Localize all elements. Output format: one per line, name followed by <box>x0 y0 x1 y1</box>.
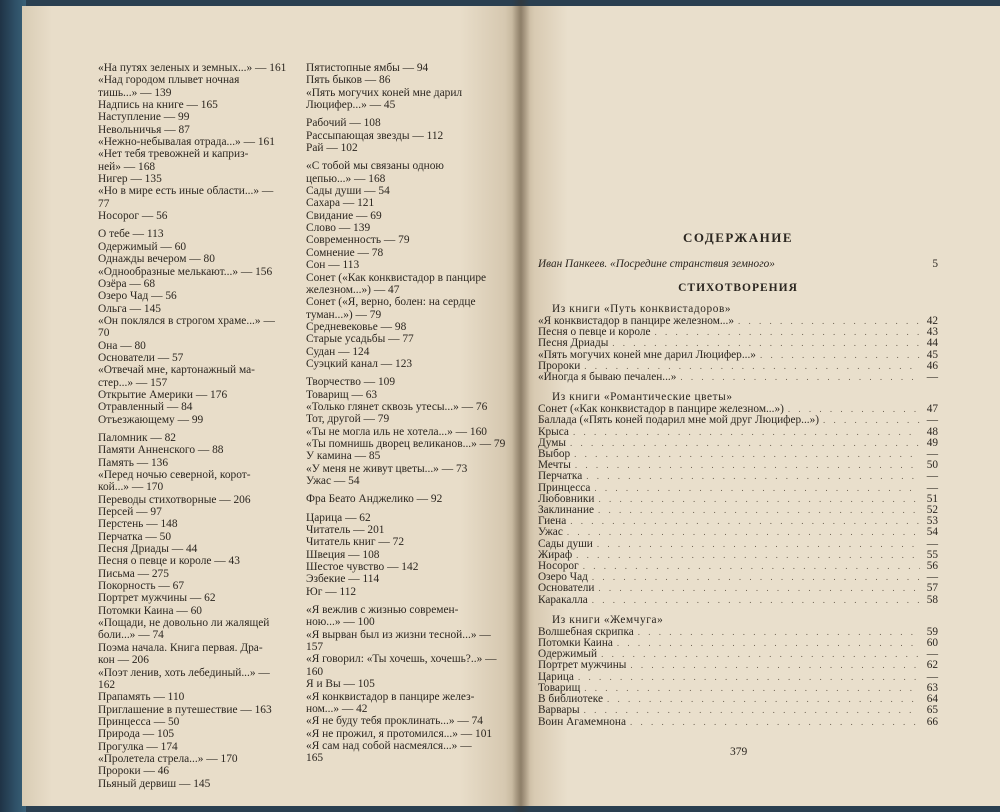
index-entry: Отравленный — 84 <box>98 401 193 414</box>
index-entry: Ужас — 54 <box>306 475 360 487</box>
index-entry: Рабочий — 108 <box>306 117 381 130</box>
index-entry: Основатели — 57 <box>98 351 184 364</box>
toc-entry-title: Озеро Чад <box>538 571 588 584</box>
index-entry: стер...» — 157 <box>98 376 168 389</box>
index-entry: Поэма начала. Книга первая. Дра- <box>98 641 263 654</box>
toc-entry-title: Песня о певце и короле <box>538 326 651 339</box>
toc-entry <box>538 338 938 349</box>
toc-entry-page: 49 <box>926 436 938 449</box>
toc-entry <box>538 660 938 671</box>
index-entry: 162 <box>98 678 116 691</box>
toc-entry-title: Ужас <box>538 526 563 539</box>
toc-entry <box>538 705 938 716</box>
index-entry: 160 <box>306 665 324 678</box>
toc-entry-title: В библиотеке <box>538 693 603 706</box>
toc-entry-title: «Иногда я бываю печален...» <box>538 371 677 384</box>
toc-entry-page: — <box>926 371 938 384</box>
toc-entry <box>538 415 938 426</box>
toc-leader-dots <box>575 460 920 471</box>
toc-leader-dots <box>638 627 920 638</box>
toc-entry <box>538 494 938 505</box>
toc-entry-page: — <box>926 481 938 494</box>
index-entry: «Перед ночью северной, корот- <box>98 469 251 481</box>
toc-leader-dots <box>578 672 920 683</box>
index-entry: Люцифер...» — 45 <box>306 99 396 112</box>
toc-leader-dots <box>607 694 920 705</box>
toc-book-heading: Из книги «Романтические цветы» <box>552 391 733 404</box>
index-entry: Творчество — 109 <box>306 376 396 389</box>
toc-entry-page: — <box>926 448 938 461</box>
index-entry: Потомки Каина — 60 <box>98 604 202 617</box>
toc-leader-dots <box>823 415 920 426</box>
toc-entry-title: Выбор <box>538 448 571 461</box>
index-entry: «С тобой мы связаны одною <box>306 160 444 173</box>
index-entry: «Ты помнишь дворец великанов...» — 79 <box>306 437 506 450</box>
index-entry: Нигер — 135 <box>98 173 162 186</box>
toc-leader-dots <box>583 561 920 572</box>
toc-entry-title: «Пять могучих коней мне дарил Люцифер...» <box>538 348 756 361</box>
index-entry: ней» — 168 <box>98 160 156 173</box>
index-entry: «Я сам над собой насмеялся...» — <box>306 739 472 752</box>
toc-entry-page: 53 <box>926 515 938 528</box>
index-entry: ном...» — 42 <box>306 702 368 715</box>
toc-entry-title: Носорог <box>538 560 579 573</box>
toc-entry-title: Царица <box>538 670 574 683</box>
index-entry: Она — 80 <box>98 339 146 352</box>
toc-entry <box>538 516 938 527</box>
toc-book-heading: Из книги «Путь конквистадоров» <box>552 303 732 315</box>
toc-leader-dots <box>601 649 920 660</box>
index-entry: «Пролетела стрела...» — 170 <box>98 752 238 765</box>
toc-leader-dots <box>598 583 920 594</box>
index-entry: «Я не прожил, я протомился...» — 101 <box>306 727 493 740</box>
toc-book-heading: Из книги «Жемчуга» <box>552 613 664 626</box>
index-entry: «Я конквистадор в панцире желез- <box>306 690 475 703</box>
toc-leader-dots <box>738 316 920 327</box>
toc-entry-page: 43 <box>926 326 938 339</box>
toc-entry-page: 42 <box>926 315 938 327</box>
toc-entry-page: — <box>926 470 938 483</box>
index-entry: Принцесса — 50 <box>98 715 180 728</box>
toc-entry <box>538 438 938 449</box>
index-entry: Отъезжающему — 99 <box>98 413 204 426</box>
index-entry: Памяти Анненского — 88 <box>98 444 224 457</box>
toc-leader-dots <box>573 427 920 438</box>
index-entry: Пятистопные ямбы — 94 <box>306 62 429 74</box>
index-entry: Приглашение в путешествие — 163 <box>98 703 272 716</box>
toc-leader-dots <box>592 572 920 583</box>
toc-entry-title: Крыса <box>538 425 569 438</box>
index-entry: Память — 136 <box>98 456 169 469</box>
index-entry: «Я вырван был из жизни тесной...» — <box>306 628 491 641</box>
index-entry: Современность — 79 <box>306 234 410 247</box>
toc-entry <box>538 561 938 572</box>
index-entry: Сахара — 121 <box>306 197 375 210</box>
index-entry: Песня о певце и короле — 43 <box>98 555 240 568</box>
toc-entry-title: Баллада («Пять коней подарил мне мой друг Люцифер...») <box>538 414 820 427</box>
toc-entry-page: — <box>926 670 938 683</box>
toc-entry-title: Мечты <box>538 459 571 472</box>
toc-entry-page: 48 <box>926 425 938 438</box>
toc-leader-dots <box>760 350 920 361</box>
toc-entry <box>538 572 938 583</box>
index-entry: «Над городом плывет ночная <box>98 74 240 87</box>
index-entry: железном...») — 47 <box>306 283 400 296</box>
index-entry: Рай — 102 <box>306 142 358 155</box>
toc-entry-page: 51 <box>926 492 938 505</box>
toc-entry <box>538 539 938 550</box>
toc-entry-title: Волшебная скрипка <box>538 625 634 638</box>
preface-title: Иван Панкеев. «Посредине странствия земного» <box>538 258 775 270</box>
index-entry: Фра Беато Анджелико — 92 <box>306 493 443 506</box>
toc-leader-dots <box>630 660 920 671</box>
index-entry: туман...») — 79 <box>306 308 382 321</box>
toc-entry-page: 58 <box>926 593 938 606</box>
index-entry: Рассыпающая звезды — 112 <box>306 129 444 142</box>
toc-entry <box>538 471 938 482</box>
index-entry: Судан — 124 <box>306 345 370 358</box>
index-entry: «Он поклялся в строгом храме...» — <box>98 314 275 327</box>
toc-leader-dots <box>612 338 920 349</box>
toc-entry-title: Портрет мужчины <box>538 659 627 672</box>
index-entry: Сонет («Я, верно, болен: на сердце <box>306 296 476 309</box>
index-entry: «Однообразные мелькают...» — 156 <box>98 265 273 278</box>
index-entry: Песня Дриады — 44 <box>98 543 198 556</box>
toc-leader-dots <box>598 505 920 516</box>
toc-leader-dots <box>655 327 920 338</box>
table-of-contents <box>538 230 938 728</box>
toc-entry <box>538 550 938 561</box>
preface-page: 5 <box>932 258 938 270</box>
toc-entry-page: 46 <box>926 359 938 372</box>
toc-entry-page: 56 <box>926 560 938 573</box>
toc-books <box>538 303 938 728</box>
index-entry: Товарищ — 63 <box>306 388 378 401</box>
index-entry: Читатель книг — 72 <box>306 536 405 549</box>
toc-entry-page: 62 <box>926 659 938 672</box>
toc-entry-page: 45 <box>926 348 938 361</box>
toc-preface <box>538 258 938 270</box>
toc-entry-title: Товарищ <box>538 681 581 694</box>
index-entry: У камина — 85 <box>306 450 381 463</box>
toc-entry-page: 63 <box>926 681 938 694</box>
toc-entry-title: Любовники <box>538 492 595 505</box>
index-entry: Перчатка — 50 <box>98 530 172 543</box>
index-entry: «Я вежлив с жизнью современ- <box>306 604 459 617</box>
index-entry: 70 <box>98 327 110 340</box>
toc-leader-dots <box>630 717 920 728</box>
toc-entry-title: Основатели <box>538 582 595 595</box>
index-entry: Паломник — 82 <box>98 431 176 444</box>
toc-entry <box>538 694 938 705</box>
toc-entry-title: Потомки Каина <box>538 637 613 650</box>
index-column-a <box>98 62 296 790</box>
index-entry: Перстень — 148 <box>98 518 178 531</box>
toc-entry-page: 54 <box>926 526 938 539</box>
index-entry: Ольга — 145 <box>98 302 162 315</box>
index-entry: Портрет мужчины — 62 <box>98 592 216 605</box>
index-entry: Одержимый — 60 <box>98 240 187 253</box>
index-entry: Однажды вечером — 80 <box>98 253 215 266</box>
toc-entry-title: Каракалла <box>538 593 588 606</box>
index-entry: «Ты не могла иль не хотела...» — 160 <box>306 425 487 438</box>
index-entry: «У меня не живут цветы...» — 73 <box>306 462 468 475</box>
toc-entry-title: Пророки <box>538 359 581 372</box>
toc-leader-dots <box>598 494 920 505</box>
index-entry: Шестое чувство — 142 <box>306 561 419 574</box>
toc-entry <box>538 350 938 361</box>
index-entry: Слово — 139 <box>306 222 371 235</box>
index-entry: Старые усадьбы — 77 <box>306 333 414 346</box>
toc-entry-page: 64 <box>926 693 938 706</box>
index-entry: 157 <box>306 641 324 654</box>
index-entry: «Пять могучих коней мне дарил <box>306 86 463 99</box>
toc-entry-page: 60 <box>926 637 938 650</box>
index-entry: Пророки — 46 <box>98 765 170 778</box>
index-entry: Эзбекие — 114 <box>306 573 380 586</box>
toc-entry-page: — <box>926 648 938 661</box>
toc-entry-page: 44 <box>926 337 938 350</box>
index-entry: кон — 206 <box>98 654 149 667</box>
toc-entry-title: Сонет («Как конквистадор в панцире железном...») <box>538 403 784 416</box>
index-entry: Невольничья — 87 <box>98 123 190 136</box>
index-entry: «Я говорил: «Ты хочешь, хочешь?..» — <box>306 653 497 666</box>
toc-entry <box>538 717 938 728</box>
toc-entry <box>538 449 938 460</box>
index-entry: Покорность — 67 <box>98 580 185 593</box>
index-entry: Наступление — 99 <box>98 111 190 124</box>
toc-entry-title: Одержимый <box>538 648 598 661</box>
toc-entry-page: 66 <box>926 715 938 728</box>
toc-entry <box>538 483 938 494</box>
index-entry: Сонет («Как конквистадор в панцире <box>306 271 487 284</box>
toc-entry <box>538 505 938 516</box>
index-entry: Озеро Чад — 56 <box>98 290 177 303</box>
index-entry: боли...» — 74 <box>98 629 164 642</box>
index-entry: Персей — 97 <box>98 506 162 519</box>
index-entry: 77 <box>98 197 110 210</box>
toc-entry-page: — <box>926 537 938 550</box>
index-entry: «Но в мире есть иные области...» — <box>98 185 274 198</box>
index-entry: «Нежно-небывалая отрада...» — 161 <box>98 136 275 149</box>
toc-entry-page: — <box>926 414 938 427</box>
toc-entry <box>538 583 938 594</box>
index-entry: цепью...» — 168 <box>306 172 386 185</box>
index-entry: Сон — 113 <box>306 259 360 272</box>
toc-leader-dots <box>586 471 920 482</box>
index-entry: Озёра — 68 <box>98 277 156 290</box>
index-entry: «Пощади, не довольно ли жалящей <box>98 617 270 630</box>
toc-entry-title: Принцесса <box>538 481 591 494</box>
index-entry: тишь...» — 139 <box>98 86 172 99</box>
toc-entry-title: Заклинание <box>538 504 595 517</box>
toc-entry-page: — <box>926 571 938 584</box>
toc-entry <box>538 527 938 538</box>
toc-leader-dots <box>617 638 920 649</box>
index-entry: Швеция — 108 <box>306 548 380 561</box>
index-entry: Носорог — 56 <box>98 210 168 223</box>
toc-entry-page: 59 <box>926 625 938 638</box>
index-entry: Сомнение — 78 <box>306 246 384 259</box>
toc-entry-page: 52 <box>926 504 938 517</box>
index-entry: «Отвечай мне, картонажный ма- <box>98 364 255 377</box>
toc-entry-title: «Я конквистадор в панцире железном...» <box>538 315 734 327</box>
toc-entry-title: Гиена <box>538 515 567 528</box>
toc-leader-dots <box>570 516 920 527</box>
index-entry: Царица — 62 <box>306 511 371 524</box>
toc-leader-dots <box>574 449 920 460</box>
toc-leader-dots <box>584 683 920 694</box>
toc-leader-dots <box>597 539 920 550</box>
toc-entry-page: 47 <box>926 403 938 416</box>
index-entry: «Поэт ленив, хоть лебединый...» — <box>98 666 270 679</box>
section-heading: СТИХОТВОРЕНИЯ <box>678 282 798 294</box>
index-entry: «Я не буду тебя проклинать...» — 74 <box>306 715 483 728</box>
index-column-b <box>306 62 504 765</box>
toc-entry-page: 65 <box>926 704 938 717</box>
index-entry: Переводы стихотворные — 206 <box>98 493 251 506</box>
toc-entry <box>538 672 938 683</box>
toc-entry-page: 55 <box>926 548 938 561</box>
index-entry: Прапамять — 110 <box>98 691 185 704</box>
toc-entry <box>538 595 938 606</box>
index-entry: Надпись на книге — 165 <box>98 99 218 112</box>
index-entry: кой...» — 170 <box>98 481 164 494</box>
toc-entry-title: Варвары <box>538 704 580 717</box>
index-entry: Природа — 105 <box>98 728 175 741</box>
toc-entry-page: 50 <box>926 459 938 472</box>
toc-entry-title: Песня Дриады <box>538 337 609 350</box>
toc-entry <box>538 638 938 649</box>
index-entry: Пять быков — 86 <box>306 74 391 87</box>
index-entry: Письма — 275 <box>98 567 169 580</box>
index-entry: «На путях зеленых и земных...» — 161 <box>98 62 287 74</box>
index-entry: Пьяный дервиш — 145 <box>98 777 211 790</box>
toc-leader-dots <box>592 595 920 606</box>
index-entry: ною...» — 100 <box>306 616 375 629</box>
index-entry: Прогулка — 174 <box>98 740 178 753</box>
index-entry: Свидание — 69 <box>306 209 382 222</box>
toc-leader-dots <box>570 438 920 449</box>
toc-entry-title: Жираф <box>538 548 573 561</box>
index-entry: Открытие Америки — 176 <box>98 388 228 401</box>
toc-leader-dots <box>594 483 920 494</box>
book-gutter <box>512 0 530 812</box>
toc-entry-title: Сады души <box>538 537 593 550</box>
index-entry: О тебе — 113 <box>98 228 164 241</box>
toc-entry <box>538 372 938 383</box>
index-entry: Юг — 112 <box>306 585 357 598</box>
index-entry: 165 <box>306 752 324 765</box>
toc-title: СОДЕРЖАНИЕ <box>682 230 794 245</box>
index-entry: «Нет тебя тревожней и каприз- <box>98 148 249 161</box>
toc-entry-title: Воин Агамемнона <box>538 715 626 728</box>
toc-entry <box>538 427 938 438</box>
toc-entry-title: Думы <box>538 436 566 449</box>
toc-entry-title: Перчатка <box>538 470 583 483</box>
toc-leader-dots <box>680 372 920 383</box>
toc-leader-dots <box>567 527 920 538</box>
index-entry: «Только глянет сквозь утесы...» — 76 <box>306 400 488 413</box>
toc-leader-dots <box>584 705 920 716</box>
index-entry: Сады души — 54 <box>306 185 390 198</box>
index-entry: Тот, другой — 79 <box>306 413 390 426</box>
index-entry: Суэцкий канал — 123 <box>306 357 413 370</box>
page-number: 379 <box>730 746 748 758</box>
index-entry: Средневековье — 98 <box>306 320 407 333</box>
index-entry: Я и Вы — 105 <box>306 678 375 691</box>
toc-entry-page: 57 <box>926 582 938 595</box>
toc-leader-dots <box>576 550 920 561</box>
index-entry: Читатель — 201 <box>306 524 385 537</box>
toc-entry <box>538 460 938 471</box>
